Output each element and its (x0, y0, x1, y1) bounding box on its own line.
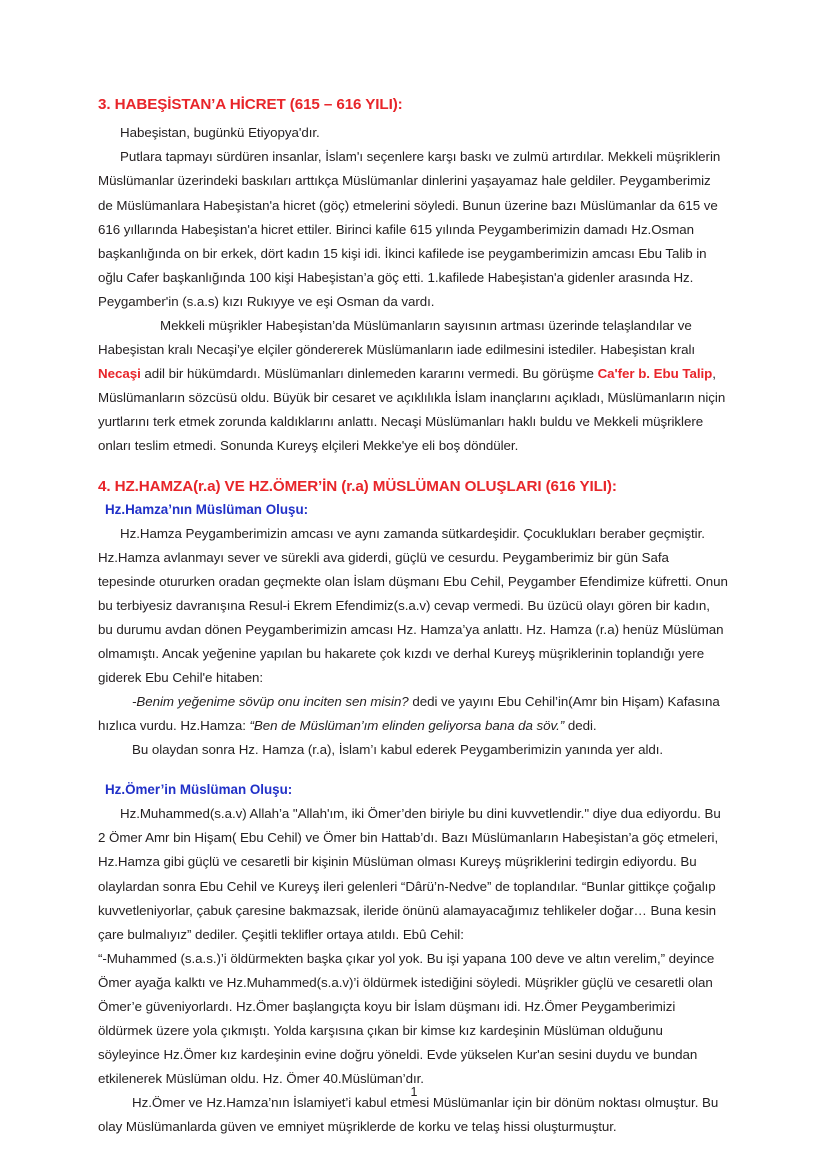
section-heading-3: 3. HABEŞİSTAN’A HİCRET (615 – 616 YILI): (98, 96, 403, 113)
paragraph-3-2: Putlara tapmayı sürdüren insanlar, İslam'ı seçenlere karşı baskı ve zulmü artırdılar. Mekkeli müşriklerin Müslümanlar üzerindeki baskıları arttıkça Müslümanlar dinlerini yaşayamaz hale geldiler. Peygamberimiz de Müslümanlara Habeşistan'a hicret (göç) etmelerini söyledi. Bunun üzerine bazı Müslümanlar da 615 ve 616 yıllarında Habeşistan'a hicret ettiler. Birinci kafile 615 yılında Peygamberimizin damadı Hz.Osman başkanlığında on bir erkek, dört kadın 15 kişi idi. İkinci kafilede ise peygamberimizin amcası Ebu Talib in oğlu Cafer başkanlığında 100 kişi Habeşistan’a göç etti. 1.kafilede Habeşistan'a gidenler arasında Hz. Peygamber'in (s.a.s) kızı Rukıyye ve eşi Osman da vardı. (98, 149, 721, 309)
highlight-necasi: Necaşi (98, 366, 141, 382)
paragraph-hamza-1: Hz.Hamza Peygamberimizin amcası ve aynı zamanda sütkardeşidir. Çocuklukları beraber geçmiştir. Hz.Hamza avlanmayı sever ve sürekli ava giderdi, güçlü ve cesurdu. Peygamberimiz bir gün Safa tepesinde otururken oradan geçmekte olan İslam düşmanı Ebu Cehil, Peygamber Efendimize küfretti. Onun bu terbiyesiz davranışına Resul-i Ekrem Efendimiz(s.a.v) cevap vermedi. Bu üzücü olayı gören bir kadın, bu durumu avdan dönen Peygamberimizin amcası Hz. Hamza’ya anlattı. Hz. Hamza (r.a) henüz Müslüman olmamıştı. Ancak yeğenine yapılan bu hakarete çok kızdı ve derhal Kureyş müşriklerinin toplandığı yere giderek Ebu Cehil'e hitaben: (98, 525, 728, 686)
quote-hamza-reply: “Ben de Müslüman’ım elinden geliyorsa bana da söv.” (249, 718, 565, 734)
highlight-cafer-b-ebu-talip: Ca'fer b. Ebu Talip (597, 366, 713, 382)
subheading-hamza: Hz.Hamza’nın Müslüman Oluşu: (105, 501, 309, 517)
section-heading-4: 4. HZ.HAMZA(r.a) VE HZ.ÖMER’İN (r.a) MÜSLÜMAN OLUŞLARI (616 YILI): (98, 477, 617, 495)
paragraph-omer-1: Hz.Muhammed(s.a.v) Allah’a "Allah'ım, iki Ömer’den biriyle bu dini kuvvetlendir." diye dua ediyordu. Bu 2 Ömer Amr bin Hişam( Ebu Cehil) ve Ömer bin Hattab’dı. Bazı Müslümanların Habeşistan’a göç etmeleri, Hz.Hamza gibi güçlü ve cesaretli bir kişinin Müslüman olması Kureyş müşriklerini tedirgin ediyordu. Bu olaylardan sonra Ebu Cehil ve Kureyş ileri gelenleri “Dârü’n-Nedve” de toplandılar. “Bunlar gittikçe çoğalıp kuvvetleniyorlar, çabuk çaresine bakmazsak, ileride önünü alamayacağımız tehlikeler doğar… Buna kesin çare bulmalıyız” dediler. Çeşitli teklifler ortaya atıldı. Ebû Cehil: (98, 806, 721, 942)
document-content (98, 96, 728, 1140)
page-number: 1 (410, 1085, 418, 1099)
paragraph-3-3-part-b: adil bir hükümdardı. Müslümanları dinlemeden kararını vermedi. Bu görüşme (140, 366, 598, 382)
paragraph-hamza-2-end: dedi. (564, 718, 597, 734)
paragraph-hamza-3: Bu olaydan sonra Hz. Hamza (r.a), İslam’ı kabul ederek Peygamberimizin yanında yer aldı. (132, 742, 664, 758)
quote-hamza-question: -Benim yeğenime sövüp onu inciten sen misin? (132, 694, 409, 710)
paragraph-3-3-part-a: Mekkeli müşrikler Habeşistan’da Müslümanların sayısının artması üzerinde telaşlandılar ve Habeşistan kralı Necaşi’ye elçiler göndererek Müslümanların iade edilmesini istediler. Habeşistan kralı (98, 317, 696, 358)
paragraph-omer-2: “-Muhammed (s.a.s.)’i öldürmekten başka çıkar yol yok. Bu işi yapana 100 deve ve altın verelim,” deyince Ömer ayağa kalktı ve Hz.Muhammed(s.a.v)’i öldürmek istediğini söyledi. Müşrikler güçlü ve cesaretli olan Ömer’e güveniyorlardı. Hz.Ömer başlangıçta koyu bir İslam düşmanı idi. Hz.Ömer Peygamberimizi öldürmek üzere yola çıkmıştı. Yolda karşısına çıkan bir kimse kız kardeşinin Müslüman olduğunu söyleyince Hz.Ömer kız kardeşinin evine doğru yöneldi. Evde yükselen Kur'an sesini duydu ve bundan etkilenerek Müslüman oldu. Hz. Ömer 40.Müslüman’dır. (98, 950, 715, 1087)
paragraph-omer-3: Hz.Ömer ve Hz.Hamza’nın İslamiyet’i kabul etmesi Müslümanlar için bir dönüm noktası olmuştur. Bu olay Müslümanlarda güven ve emniyet müşriklerde de korku ve telaş hissi oluşturmuştur. (98, 1095, 719, 1135)
paragraph-hamza-2-mid: dedi ve yayını Ebu Cehil’in(Amr bin Hişam) Kafasına hızlıca vurdu. Hz.Hamza: (98, 694, 720, 734)
paragraph-3-3 (98, 314, 728, 459)
paragraph-hamza-2 (98, 690, 728, 738)
paragraph-3-3-part-c: , Müslümanların sözcüsü oldu. Büyük bir cesaret ve açıklılıkla İslam inançlarını açıkladı, Müslümanların niçin yurtlarını terk etmek zorunda kaldıklarını anlattı. Necaşi Müslümanları haklı buldu ve Mekkeli müşriklere onları teslim etmedi. Sonunda Kureyş elçileri Mekke'ye eli boş döndüler. (98, 366, 726, 454)
subheading-omer: Hz.Ömer’in Müslüman Oluşu: (105, 782, 293, 798)
paragraph-3-1: Habeşistan, bugünkü Etiyopya'dır. (120, 125, 320, 141)
